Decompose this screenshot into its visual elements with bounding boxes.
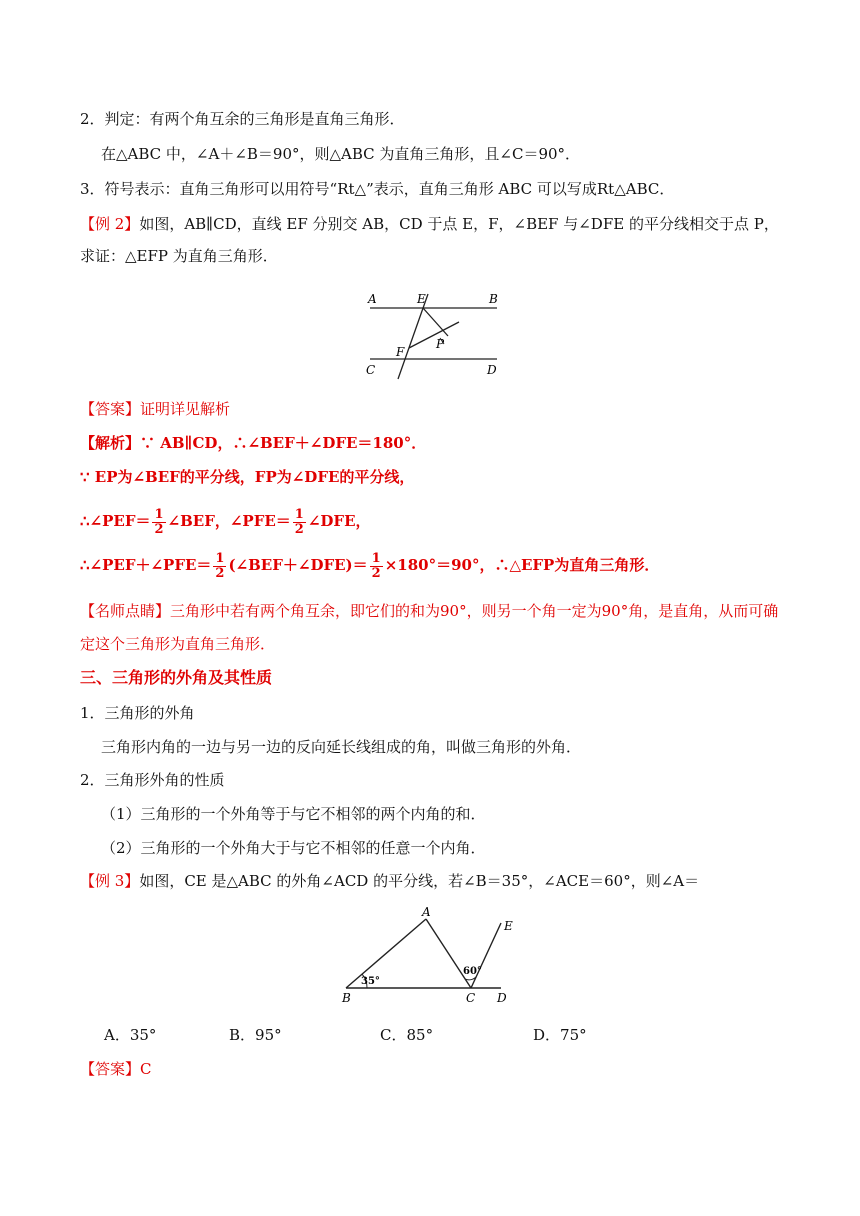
example-text: 如图，AB∥CD，直线 EF 分别交 AB，CD 于点 E，F，∠BEF 与∠DFE 的平分线相交于点 P， <box>139 215 779 233</box>
example-text: 如图，CE 是△ABC 的外角∠ACD 的平分线，若∠B＝35°，∠ACE＝60°，则∠A＝ <box>139 872 700 890</box>
tip-text: 三角形中若有两个角互余，即它们的和为90°，则另一个角一定为90°角，是直角，从而可确 <box>170 602 779 620</box>
analysis-text: (∠BEF＋∠DFE)＝ <box>228 556 368 574</box>
analysis-line-4 <box>80 550 659 581</box>
point-label-d: D <box>497 991 507 1005</box>
statement-text: 在△ABC 中，∠A＋∠B＝90°，则△ABC 为直角三角形，且∠C＝90°． <box>101 145 581 163</box>
point-label-f: F <box>396 345 405 359</box>
fraction-half: $\frac{1}{2}$ <box>371 550 381 581</box>
point-label-c: C <box>466 991 476 1005</box>
tip-line-2 <box>80 633 275 655</box>
fraction-half: $\frac{1}{2}$ <box>215 550 225 581</box>
point-1-definition <box>101 736 581 758</box>
point-2 <box>80 769 225 791</box>
example-text: 求证：△EFP 为直角三角形． <box>80 247 278 265</box>
analysis-text: ∴∠PEF＋∠PFE＝ <box>80 556 212 574</box>
item-number: 2． <box>80 110 105 128</box>
option-b[interactable]: B．95° <box>229 1026 282 1044</box>
option-d[interactable]: D．75° <box>533 1026 587 1044</box>
answer-options <box>104 1024 724 1046</box>
example-2-line-1 <box>80 213 779 235</box>
item-number: 1． <box>80 704 105 722</box>
answer-text: C <box>140 1060 152 1078</box>
angle-label-c: 60° <box>463 966 482 977</box>
item-number: 3． <box>80 180 105 198</box>
item-number: 2． <box>80 771 105 789</box>
analysis-text: ∠DFE， <box>307 512 371 530</box>
statement-text: 符号表示：直角三角形可以用符号“Rt△”表示，直角三角形 ABC 可以写成Rt△ABC． <box>104 180 675 198</box>
point-label-p: P <box>436 337 445 351</box>
analysis-line-3 <box>80 506 371 537</box>
example-3-answer <box>80 1058 152 1080</box>
point-text: 三角形外角的性质 <box>104 771 225 789</box>
triangle-exterior-angle-figure <box>335 903 525 1005</box>
answer-text: 证明详见解析 <box>140 400 231 418</box>
example-tag: 【例 3】 <box>80 872 140 890</box>
property-text: （2）三角形的一个外角大于与它不相邻的任意一个内角． <box>101 839 486 857</box>
statement-3 <box>80 178 674 200</box>
tip-line-1 <box>80 600 778 622</box>
option-c[interactable]: C．85° <box>380 1026 434 1044</box>
property-text: （1）三角形的一个外角等于与它不相邻的两个内角的和． <box>101 805 486 823</box>
answer-tag: 【答案】 <box>80 400 141 418</box>
tip-tag: 【名师点睛】 <box>80 602 171 620</box>
point-label-e: E <box>504 919 513 933</box>
answer-tag: 【答案】 <box>80 1060 141 1078</box>
point-label-c: C <box>366 363 376 377</box>
analysis-text: ∠BEF，∠PFE＝ <box>167 512 291 530</box>
option-a[interactable]: A．35° <box>104 1026 157 1044</box>
point-label-a: A <box>368 292 377 306</box>
statement-2 <box>80 108 405 130</box>
section-heading <box>80 667 272 689</box>
property-1 <box>101 803 486 825</box>
analysis-tag: 【解析】 <box>80 434 141 452</box>
statement-text: 判定：有两个角互余的三角形是直角三角形． <box>104 110 405 128</box>
example-3-question <box>80 870 699 892</box>
tip-text: 定这个三角形为直角三角形． <box>80 635 276 653</box>
analysis-text: ∵ AB∥CD，∴∠BEF＋∠DFE＝180°． <box>140 434 427 452</box>
point-text: 三角形内角的一边与另一边的反向延长线组成的角，叫做三角形的外角． <box>101 738 582 756</box>
point-label-b: B <box>489 292 498 306</box>
parallel-lines-figure <box>360 286 510 382</box>
example-2-line-2 <box>80 245 278 267</box>
analysis-line-2 <box>80 466 414 488</box>
section-title: 三、三角形的外角及其性质 <box>80 668 273 687</box>
statement-2-example <box>101 143 580 165</box>
point-text: 三角形的外角 <box>104 704 195 722</box>
point-label-d: D <box>487 363 497 377</box>
fraction-half: $\frac{1}{2}$ <box>154 506 164 537</box>
example-2-answer <box>80 398 230 420</box>
point-label-e: E <box>417 292 426 306</box>
analysis-text: ×180°＝90°，∴△EFP为直角三角形． <box>384 556 660 574</box>
analysis-text: ∴∠PEF＝ <box>80 512 151 530</box>
point-label-b: B <box>342 991 351 1005</box>
fraction-half: $\frac{1}{2}$ <box>294 506 304 537</box>
point-label-a: A <box>422 905 431 919</box>
point-1 <box>80 702 195 724</box>
analysis-line-1 <box>80 432 426 454</box>
angle-label-b: 35° <box>361 976 380 987</box>
property-2 <box>101 837 486 859</box>
example-tag: 【例 2】 <box>80 215 140 233</box>
analysis-text: ∵ EP为∠BEF的平分线，FP为∠DFE的平分线， <box>80 468 415 486</box>
